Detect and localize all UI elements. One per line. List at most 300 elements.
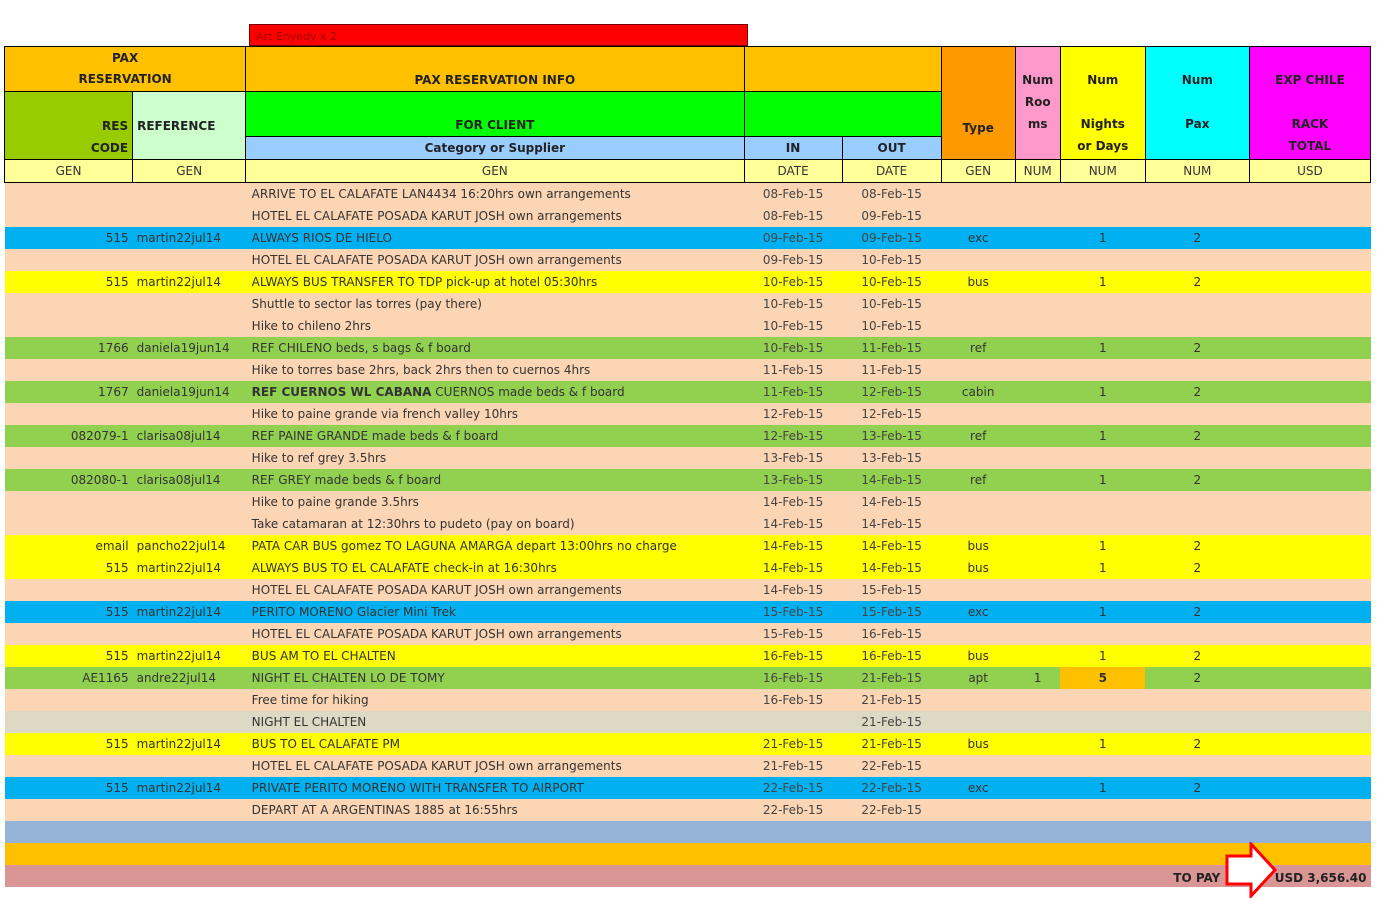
res-code-cell[interactable] xyxy=(5,491,133,513)
total-cell[interactable] xyxy=(1249,535,1370,557)
type-cell[interactable] xyxy=(941,513,1015,535)
description-cell[interactable] xyxy=(246,733,744,755)
rooms-cell[interactable] xyxy=(1015,557,1060,579)
nights-cell[interactable] xyxy=(1060,293,1145,315)
pax-cell[interactable]: 2 xyxy=(1145,667,1249,689)
reference-cell[interactable] xyxy=(133,315,246,337)
date-in-cell[interactable]: 11-Feb-15 xyxy=(744,359,842,381)
type-cell[interactable]: ref xyxy=(941,337,1015,359)
description-text: HOTEL EL CALAFATE POSADA KARUT JOSH own arrangements xyxy=(251,209,622,223)
pax-cell[interactable]: 2 xyxy=(1145,557,1249,579)
description-cell[interactable] xyxy=(246,227,744,249)
date-out-cell[interactable]: 10-Feb-15 xyxy=(842,315,941,337)
description-cell[interactable] xyxy=(246,777,744,799)
date-out-cell[interactable]: 10-Feb-15 xyxy=(842,293,941,315)
date-in-cell[interactable]: 13-Feb-15 xyxy=(744,447,842,469)
reference-cell[interactable]: daniela19jun14 xyxy=(133,337,246,359)
reference-cell[interactable] xyxy=(133,755,246,777)
res-code-cell[interactable]: 1766 xyxy=(5,337,133,359)
pax-cell[interactable] xyxy=(1145,447,1249,469)
date-in-cell[interactable]: 21-Feb-15 xyxy=(744,755,842,777)
rooms-cell[interactable] xyxy=(1015,403,1060,425)
nights-cell[interactable] xyxy=(1060,711,1145,733)
reference-cell[interactable] xyxy=(133,293,246,315)
description-cell[interactable] xyxy=(246,799,744,821)
type-cell[interactable]: bus xyxy=(941,645,1015,667)
nights-cell[interactable] xyxy=(1060,513,1145,535)
date-out-cell[interactable]: 21-Feb-15 xyxy=(842,733,941,755)
reference-cell[interactable] xyxy=(133,711,246,733)
client-name-cell[interactable]: Art Enyedy x 2 xyxy=(249,24,748,46)
res-code-cell[interactable] xyxy=(5,249,133,271)
date-in-cell[interactable]: 08-Feb-15 xyxy=(744,205,842,227)
rooms-cell[interactable] xyxy=(1015,777,1060,799)
date-in-cell[interactable]: 14-Feb-15 xyxy=(744,557,842,579)
total-cell[interactable] xyxy=(1249,645,1370,667)
pax-reservation-header: PAX RESERVATION xyxy=(5,47,246,92)
rooms-cell[interactable] xyxy=(1015,271,1060,293)
pax-cell[interactable]: 2 xyxy=(1145,425,1249,447)
res-code-cell[interactable] xyxy=(5,579,133,601)
reference-cell[interactable]: martin22jul14 xyxy=(133,557,246,579)
description-cell[interactable] xyxy=(246,337,744,359)
date-out-cell[interactable]: 14-Feb-15 xyxy=(842,535,941,557)
type-cell[interactable] xyxy=(941,183,1015,206)
type-cell[interactable]: apt xyxy=(941,667,1015,689)
date-in-cell[interactable]: 14-Feb-15 xyxy=(744,513,842,535)
reference-cell[interactable]: martin22jul14 xyxy=(133,777,246,799)
total-cell[interactable] xyxy=(1249,403,1370,425)
nights-cell[interactable]: 1 xyxy=(1060,469,1145,491)
description-cell[interactable] xyxy=(246,491,744,513)
reference-cell[interactable]: martin22jul14 xyxy=(133,733,246,755)
date-out-cell[interactable]: 15-Feb-15 xyxy=(842,579,941,601)
rooms-cell[interactable] xyxy=(1015,227,1060,249)
res-code-cell[interactable] xyxy=(5,403,133,425)
date-in-cell[interactable]: 12-Feb-15 xyxy=(744,403,842,425)
subheader-nights: NUM xyxy=(1060,160,1145,183)
total-cell[interactable] xyxy=(1249,337,1370,359)
type-cell[interactable] xyxy=(941,799,1015,821)
total-cell[interactable] xyxy=(1249,579,1370,601)
description-cell[interactable] xyxy=(246,447,744,469)
total-cell[interactable] xyxy=(1249,227,1370,249)
res-code-cell[interactable] xyxy=(5,799,133,821)
nights-cell[interactable] xyxy=(1060,315,1145,337)
res-code-cell[interactable] xyxy=(5,315,133,337)
rooms-cell[interactable] xyxy=(1015,645,1060,667)
nights-cell[interactable]: 1 xyxy=(1060,337,1145,359)
res-code-cell[interactable]: 082080-1 xyxy=(5,469,133,491)
reference-cell[interactable] xyxy=(133,205,246,227)
reference-cell[interactable] xyxy=(133,403,246,425)
date-out-cell[interactable]: 12-Feb-15 xyxy=(842,403,941,425)
nights-cell[interactable]: 1 xyxy=(1060,557,1145,579)
date-in-cell[interactable]: 10-Feb-15 xyxy=(744,293,842,315)
reference-cell[interactable] xyxy=(133,623,246,645)
date-out-cell[interactable]: 14-Feb-15 xyxy=(842,491,941,513)
date-out-cell[interactable]: 10-Feb-15 xyxy=(842,271,941,293)
rooms-cell[interactable] xyxy=(1015,469,1060,491)
type-cell[interactable] xyxy=(941,315,1015,337)
description-text: PRIVATE PERITO MORENO WITH TRANSFER TO AIRPORT xyxy=(251,781,584,795)
date-in-cell[interactable]: 09-Feb-15 xyxy=(744,227,842,249)
date-out-cell[interactable]: 14-Feb-15 xyxy=(842,513,941,535)
reference-cell[interactable] xyxy=(133,359,246,381)
description-cell[interactable] xyxy=(246,689,744,711)
type-cell[interactable]: exc xyxy=(941,227,1015,249)
total-cell[interactable] xyxy=(1249,777,1370,799)
pax-cell[interactable]: 2 xyxy=(1145,535,1249,557)
total-cell[interactable] xyxy=(1249,667,1370,689)
rooms-cell[interactable] xyxy=(1015,623,1060,645)
date-out-cell[interactable]: 11-Feb-15 xyxy=(842,337,941,359)
pax-cell[interactable] xyxy=(1145,711,1249,733)
type-cell[interactable] xyxy=(941,205,1015,227)
res-code-cell[interactable]: AE1165 xyxy=(5,667,133,689)
rooms-cell[interactable] xyxy=(1015,183,1060,206)
date-out-cell[interactable]: 09-Feb-15 xyxy=(842,227,941,249)
reference-cell[interactable] xyxy=(133,513,246,535)
rooms-cell[interactable] xyxy=(1015,315,1060,337)
description-cell[interactable] xyxy=(246,271,744,293)
description-cell[interactable] xyxy=(246,205,744,227)
date-in-cell[interactable]: 14-Feb-15 xyxy=(744,579,842,601)
reference-cell[interactable] xyxy=(133,689,246,711)
reference-cell[interactable]: martin22jul14 xyxy=(133,601,246,623)
description-cell[interactable] xyxy=(246,381,744,403)
nights-cell[interactable]: 1 xyxy=(1060,381,1145,403)
itinerary-row xyxy=(5,359,1371,381)
description-cell[interactable] xyxy=(246,601,744,623)
pax-cell[interactable] xyxy=(1145,799,1249,821)
nights-cell[interactable]: 1 xyxy=(1060,645,1145,667)
type-cell[interactable]: bus xyxy=(941,535,1015,557)
date-out-cell[interactable]: 21-Feb-15 xyxy=(842,711,941,733)
pax-cell[interactable]: 2 xyxy=(1145,381,1249,403)
type-cell[interactable]: bus xyxy=(941,557,1015,579)
rooms-cell[interactable] xyxy=(1015,733,1060,755)
pax-cell[interactable] xyxy=(1145,689,1249,711)
total-cell[interactable] xyxy=(1249,601,1370,623)
date-in-cell[interactable]: 22-Feb-15 xyxy=(744,799,842,821)
date-out-cell[interactable]: 13-Feb-15 xyxy=(842,425,941,447)
pax-cell[interactable] xyxy=(1145,293,1249,315)
date-out-cell[interactable]: 14-Feb-15 xyxy=(842,469,941,491)
res-code-cell[interactable] xyxy=(5,755,133,777)
pax-cell[interactable] xyxy=(1145,579,1249,601)
pax-cell[interactable] xyxy=(1145,755,1249,777)
rooms-cell[interactable] xyxy=(1015,689,1060,711)
total-cell[interactable] xyxy=(1249,447,1370,469)
res-code-cell[interactable] xyxy=(5,513,133,535)
description-text: Shuttle to sector las torres (pay there) xyxy=(251,297,482,311)
type-cell[interactable] xyxy=(941,249,1015,271)
date-in-cell[interactable]: 14-Feb-15 xyxy=(744,491,842,513)
res-code-cell[interactable]: 515 xyxy=(5,557,133,579)
nights-cell[interactable]: 1 xyxy=(1060,777,1145,799)
reference-cell[interactable]: andre22jul14 xyxy=(133,667,246,689)
res-code-cell[interactable]: email xyxy=(5,535,133,557)
total-cell[interactable] xyxy=(1249,711,1370,733)
date-out-cell[interactable]: 13-Feb-15 xyxy=(842,447,941,469)
res-code-cell[interactable]: 515 xyxy=(5,777,133,799)
pax-cell[interactable]: 2 xyxy=(1145,645,1249,667)
reference-cell[interactable]: martin22jul14 xyxy=(133,271,246,293)
res-code-cell[interactable]: 515 xyxy=(5,645,133,667)
pax-cell[interactable]: 2 xyxy=(1145,777,1249,799)
description-cell[interactable] xyxy=(246,535,744,557)
rooms-cell[interactable] xyxy=(1015,425,1060,447)
description-cell[interactable] xyxy=(246,293,744,315)
description-cell[interactable] xyxy=(246,425,744,447)
nights-cell[interactable] xyxy=(1060,755,1145,777)
date-out-cell[interactable]: 22-Feb-15 xyxy=(842,777,941,799)
date-in-cell[interactable]: 10-Feb-15 xyxy=(744,271,842,293)
reference-cell[interactable]: martin22jul14 xyxy=(133,645,246,667)
nights-cell[interactable] xyxy=(1060,623,1145,645)
pax-cell[interactable]: 2 xyxy=(1145,337,1249,359)
total-cell[interactable] xyxy=(1249,425,1370,447)
nights-cell[interactable] xyxy=(1060,205,1145,227)
total-cell[interactable] xyxy=(1249,755,1370,777)
nights-cell[interactable]: 1 xyxy=(1060,425,1145,447)
res-code-cell[interactable]: 515 xyxy=(5,271,133,293)
nights-cell[interactable]: 1 xyxy=(1060,733,1145,755)
date-in-cell[interactable]: 16-Feb-15 xyxy=(744,645,842,667)
date-in-cell[interactable]: 16-Feb-15 xyxy=(744,667,842,689)
description-cell[interactable] xyxy=(246,557,744,579)
reference-cell[interactable] xyxy=(133,799,246,821)
description-cell[interactable] xyxy=(246,315,744,337)
res-code-cell[interactable]: 515 xyxy=(5,733,133,755)
res-code-cell[interactable] xyxy=(5,711,133,733)
date-in-cell[interactable]: 22-Feb-15 xyxy=(744,777,842,799)
date-in-cell[interactable]: 08-Feb-15 xyxy=(744,183,842,206)
type-cell[interactable]: exc xyxy=(941,601,1015,623)
description-cell[interactable] xyxy=(246,469,744,491)
date-out-cell[interactable]: 15-Feb-15 xyxy=(842,601,941,623)
type-cell[interactable] xyxy=(941,359,1015,381)
total-cell[interactable] xyxy=(1249,205,1370,227)
nights-cell[interactable] xyxy=(1060,403,1145,425)
total-cell[interactable] xyxy=(1249,249,1370,271)
type-cell[interactable] xyxy=(941,293,1015,315)
date-out-cell[interactable]: 10-Feb-15 xyxy=(842,249,941,271)
nights-cell[interactable] xyxy=(1060,579,1145,601)
pax-cell[interactable] xyxy=(1145,403,1249,425)
type-cell[interactable]: ref xyxy=(941,425,1015,447)
total-cell[interactable] xyxy=(1249,271,1370,293)
reference-cell[interactable]: clarisa08jul14 xyxy=(133,425,246,447)
date-in-cell[interactable]: 21-Feb-15 xyxy=(744,733,842,755)
pax-cell[interactable]: 2 xyxy=(1145,227,1249,249)
pax-cell[interactable] xyxy=(1145,205,1249,227)
rooms-cell[interactable] xyxy=(1015,249,1060,271)
res-code-cell[interactable] xyxy=(5,447,133,469)
pax-cell[interactable]: 2 xyxy=(1145,271,1249,293)
res-code-cell[interactable]: 1767 xyxy=(5,381,133,403)
type-cell[interactable]: ref xyxy=(941,469,1015,491)
res-code-cell[interactable] xyxy=(5,293,133,315)
nights-cell[interactable] xyxy=(1060,447,1145,469)
total-cell[interactable] xyxy=(1249,689,1370,711)
nights-cell[interactable]: 1 xyxy=(1060,535,1145,557)
rooms-cell[interactable] xyxy=(1015,359,1060,381)
type-cell[interactable] xyxy=(941,491,1015,513)
type-cell[interactable] xyxy=(941,403,1015,425)
total-cell[interactable] xyxy=(1249,183,1370,206)
type-cell[interactable] xyxy=(941,689,1015,711)
rooms-cell[interactable] xyxy=(1015,579,1060,601)
pax-cell[interactable] xyxy=(1145,513,1249,535)
date-in-cell[interactable]: 10-Feb-15 xyxy=(744,315,842,337)
pax-cell[interactable] xyxy=(1145,623,1249,645)
date-out-cell[interactable]: 16-Feb-15 xyxy=(842,623,941,645)
pax-cell[interactable] xyxy=(1145,491,1249,513)
pax-cell[interactable]: 2 xyxy=(1145,733,1249,755)
description-cell[interactable] xyxy=(246,645,744,667)
nights-cell[interactable] xyxy=(1060,689,1145,711)
rooms-cell[interactable] xyxy=(1015,205,1060,227)
type-cell[interactable] xyxy=(941,755,1015,777)
itinerary-row xyxy=(5,425,1371,447)
rooms-cell[interactable] xyxy=(1015,381,1060,403)
reference-cell[interactable]: clarisa08jul14 xyxy=(133,469,246,491)
date-out-cell[interactable]: 16-Feb-15 xyxy=(842,645,941,667)
date-out-cell[interactable]: 08-Feb-15 xyxy=(842,183,941,206)
nights-cell[interactable] xyxy=(1060,183,1145,206)
res-code-cell[interactable] xyxy=(5,689,133,711)
date-out-cell[interactable]: 22-Feb-15 xyxy=(842,799,941,821)
reference-cell[interactable] xyxy=(133,491,246,513)
total-cell[interactable] xyxy=(1249,557,1370,579)
nights-cell[interactable] xyxy=(1060,491,1145,513)
date-out-cell[interactable]: 09-Feb-15 xyxy=(842,205,941,227)
rooms-cell[interactable] xyxy=(1015,293,1060,315)
pax-cell[interactable]: 2 xyxy=(1145,469,1249,491)
nights-cell[interactable]: 1 xyxy=(1060,271,1145,293)
type-cell[interactable]: bus xyxy=(941,271,1015,293)
type-cell[interactable] xyxy=(941,447,1015,469)
res-code-cell[interactable]: 082079-1 xyxy=(5,425,133,447)
nights-cell[interactable]: 1 xyxy=(1060,601,1145,623)
date-in-cell[interactable]: 10-Feb-15 xyxy=(744,337,842,359)
description-cell[interactable] xyxy=(246,711,744,733)
reference-cell[interactable] xyxy=(133,579,246,601)
type-cell[interactable]: cabin xyxy=(941,381,1015,403)
res-code-cell[interactable]: 515 xyxy=(5,601,133,623)
date-out-cell[interactable]: 21-Feb-15 xyxy=(842,689,941,711)
pax-cell[interactable] xyxy=(1145,183,1249,206)
nights-cell[interactable] xyxy=(1060,359,1145,381)
total-cell[interactable] xyxy=(1249,315,1370,337)
rooms-cell[interactable] xyxy=(1015,491,1060,513)
rooms-cell[interactable] xyxy=(1015,337,1060,359)
res-code-cell[interactable] xyxy=(5,205,133,227)
type-cell[interactable]: exc xyxy=(941,777,1015,799)
nights-cell[interactable]: 5 xyxy=(1060,667,1145,689)
rooms-cell[interactable] xyxy=(1015,535,1060,557)
res-code-cell[interactable] xyxy=(5,183,133,206)
total-cell[interactable] xyxy=(1249,469,1370,491)
reference-cell[interactable]: martin22jul14 xyxy=(133,227,246,249)
date-in-cell[interactable]: 09-Feb-15 xyxy=(744,249,842,271)
date-out-cell[interactable]: 22-Feb-15 xyxy=(842,755,941,777)
type-cell[interactable]: bus xyxy=(941,733,1015,755)
total-cell[interactable] xyxy=(1249,491,1370,513)
rooms-cell[interactable] xyxy=(1015,799,1060,821)
date-in-cell[interactable]: 12-Feb-15 xyxy=(744,425,842,447)
description-cell[interactable] xyxy=(246,403,744,425)
total-cell[interactable] xyxy=(1249,733,1370,755)
nights-cell[interactable] xyxy=(1060,249,1145,271)
description-cell[interactable] xyxy=(246,513,744,535)
type-cell[interactable] xyxy=(941,579,1015,601)
description-cell[interactable] xyxy=(246,667,744,689)
rooms-cell[interactable] xyxy=(1015,755,1060,777)
date-out-cell[interactable]: 14-Feb-15 xyxy=(842,557,941,579)
type-cell[interactable] xyxy=(941,623,1015,645)
date-in-cell[interactable]: 13-Feb-15 xyxy=(744,469,842,491)
res-code-cell[interactable] xyxy=(5,623,133,645)
total-cell[interactable] xyxy=(1249,799,1370,821)
total-cell[interactable] xyxy=(1249,513,1370,535)
description-cell[interactable] xyxy=(246,249,744,271)
rooms-cell[interactable] xyxy=(1015,601,1060,623)
reference-cell[interactable] xyxy=(133,249,246,271)
reference-cell[interactable]: daniela19jun14 xyxy=(133,381,246,403)
date-out-cell[interactable]: 21-Feb-15 xyxy=(842,667,941,689)
pax-cell[interactable]: 2 xyxy=(1145,601,1249,623)
res-code-cell[interactable] xyxy=(5,359,133,381)
reference-cell[interactable]: pancho22jul14 xyxy=(133,535,246,557)
date-in-cell[interactable]: 15-Feb-15 xyxy=(744,623,842,645)
date-out-cell[interactable]: 11-Feb-15 xyxy=(842,359,941,381)
pax-cell[interactable] xyxy=(1145,359,1249,381)
pax-cell[interactable] xyxy=(1145,315,1249,337)
date-out-cell[interactable]: 12-Feb-15 xyxy=(842,381,941,403)
description-text: CUERNOS made beds & f board xyxy=(431,385,625,399)
pax-cell[interactable] xyxy=(1145,249,1249,271)
reference-cell[interactable] xyxy=(133,183,246,206)
type-cell[interactable] xyxy=(941,711,1015,733)
description-cell[interactable] xyxy=(246,579,744,601)
total-cell[interactable] xyxy=(1249,381,1370,403)
total-cell[interactable] xyxy=(1249,623,1370,645)
rooms-cell[interactable] xyxy=(1015,513,1060,535)
total-cell[interactable] xyxy=(1249,293,1370,315)
reference-cell[interactable] xyxy=(133,447,246,469)
rooms-cell[interactable] xyxy=(1015,711,1060,733)
total-amount[interactable]: USD 3,656.40 xyxy=(1249,865,1370,887)
nights-cell[interactable]: 1 xyxy=(1060,227,1145,249)
date-in-cell[interactable] xyxy=(744,711,842,733)
date-in-cell[interactable]: 15-Feb-15 xyxy=(744,601,842,623)
rooms-cell[interactable]: 1 xyxy=(1015,667,1060,689)
date-in-cell[interactable]: 16-Feb-15 xyxy=(744,689,842,711)
description-cell[interactable] xyxy=(246,623,744,645)
rooms-cell[interactable] xyxy=(1015,447,1060,469)
res-code-cell[interactable]: 515 xyxy=(5,227,133,249)
date-in-cell[interactable]: 11-Feb-15 xyxy=(744,381,842,403)
description-cell[interactable] xyxy=(246,183,744,206)
description-cell[interactable] xyxy=(246,359,744,381)
total-cell[interactable] xyxy=(1249,359,1370,381)
date-in-cell[interactable]: 14-Feb-15 xyxy=(744,535,842,557)
description-cell[interactable] xyxy=(246,755,744,777)
nights-cell[interactable] xyxy=(1060,799,1145,821)
